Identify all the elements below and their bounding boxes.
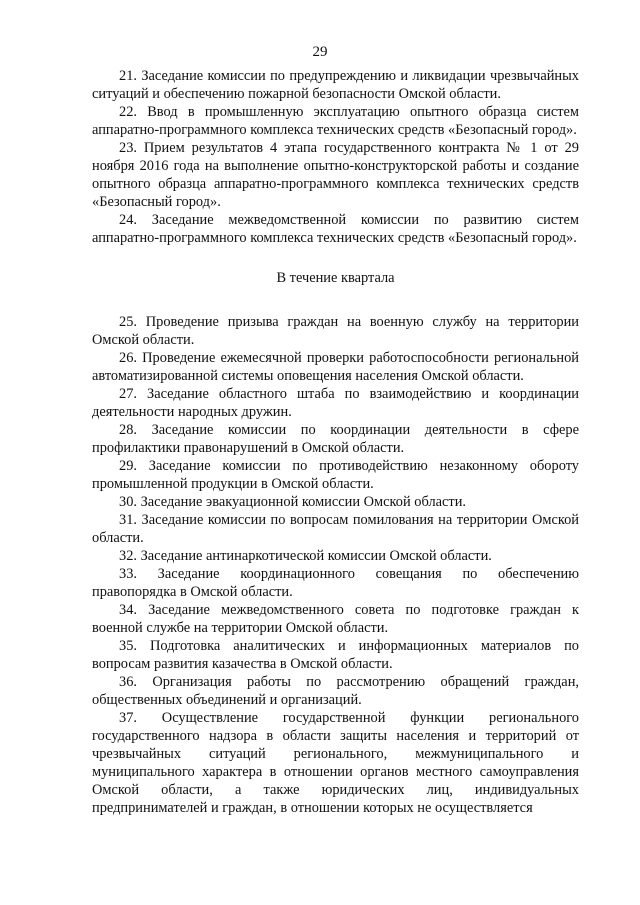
list-item-37: 37. Осуществление государственной функции регионального государственного надзора в области защиты населения и территорий от чрезвычайных ситуаций регионального, межмуниципального и муниципального характера в отношении органов местного самоуправления Омской области, а также юридических лиц, индивидуальных предпринимателей и граждан, в отношении которых не осуществляется bbox=[92, 710, 579, 816]
list-item-27: 27. Заседание областного штаба по взаимодействию и координации деятельности народных дружин. bbox=[92, 386, 579, 420]
list-item-28: 28. Заседание комиссии по координации деятельности в сфере профилактики правонарушений в Омской области. bbox=[92, 422, 579, 456]
list-item-25: 25. Проведение призыва граждан на военную службу на территории Омской области. bbox=[92, 314, 579, 348]
list-item-35: 35. Подготовка аналитических и информационных материалов по вопросам развития казачества в Омской области. bbox=[92, 638, 579, 672]
list-item-29: 29. Заседание комиссии по противодействию незаконному обороту промышленной продукции в Омской области. bbox=[92, 458, 579, 492]
list-item-33: 33. Заседание координационного совещания по обеспечению правопорядка в Омской области. bbox=[92, 566, 579, 600]
list-item-26: 26. Проведение ежемесячной проверки работоспособности региональной автоматизированной системы оповещения населения Омской области. bbox=[92, 350, 579, 384]
document-body bbox=[92, 67, 579, 817]
list-item-31: 31. Заседание комиссии по вопросам помилования на территории Омской области. bbox=[92, 512, 579, 546]
list-item-34: 34. Заседание межведомственного совета по подготовке граждан к военной службе на территории Омской области. bbox=[92, 602, 579, 636]
section-heading: В течение квартала bbox=[276, 270, 395, 286]
list-item-36: 36. Организация работы по рассмотрению обращений граждан, общественных объединений и организаций. bbox=[92, 674, 579, 708]
page-number: 29 bbox=[312, 44, 328, 60]
list-item-24: 24. Заседание межведомственной комиссии по развитию систем аппаратно-программного комплекса технических средств «Безопасный город». bbox=[92, 212, 579, 246]
list-item-21: 21. Заседание комиссии по предупреждению и ликвидации чрезвычайных ситуаций и обеспечению пожарной безопасности Омской области. bbox=[92, 68, 579, 102]
list-item-22: 22. Ввод в промышленную эксплуатацию опытного образца систем аппаратно-программного комплекса технических средств «Безопасный город». bbox=[92, 104, 579, 138]
list-item-23: 23. Прием результатов 4 этапа государственного контракта № 1 от 29 ноября 2016 года на выполнение опытно-конструкторской работы и создание опытного образца аппаратно-программного комплекса технических средств «Безопасный город». bbox=[92, 140, 579, 210]
list-item-30: 30. Заседание эвакуационной комиссии Омской области. bbox=[119, 494, 466, 510]
list-item-32: 32. Заседание антинаркотической комиссии Омской области. bbox=[119, 548, 492, 564]
